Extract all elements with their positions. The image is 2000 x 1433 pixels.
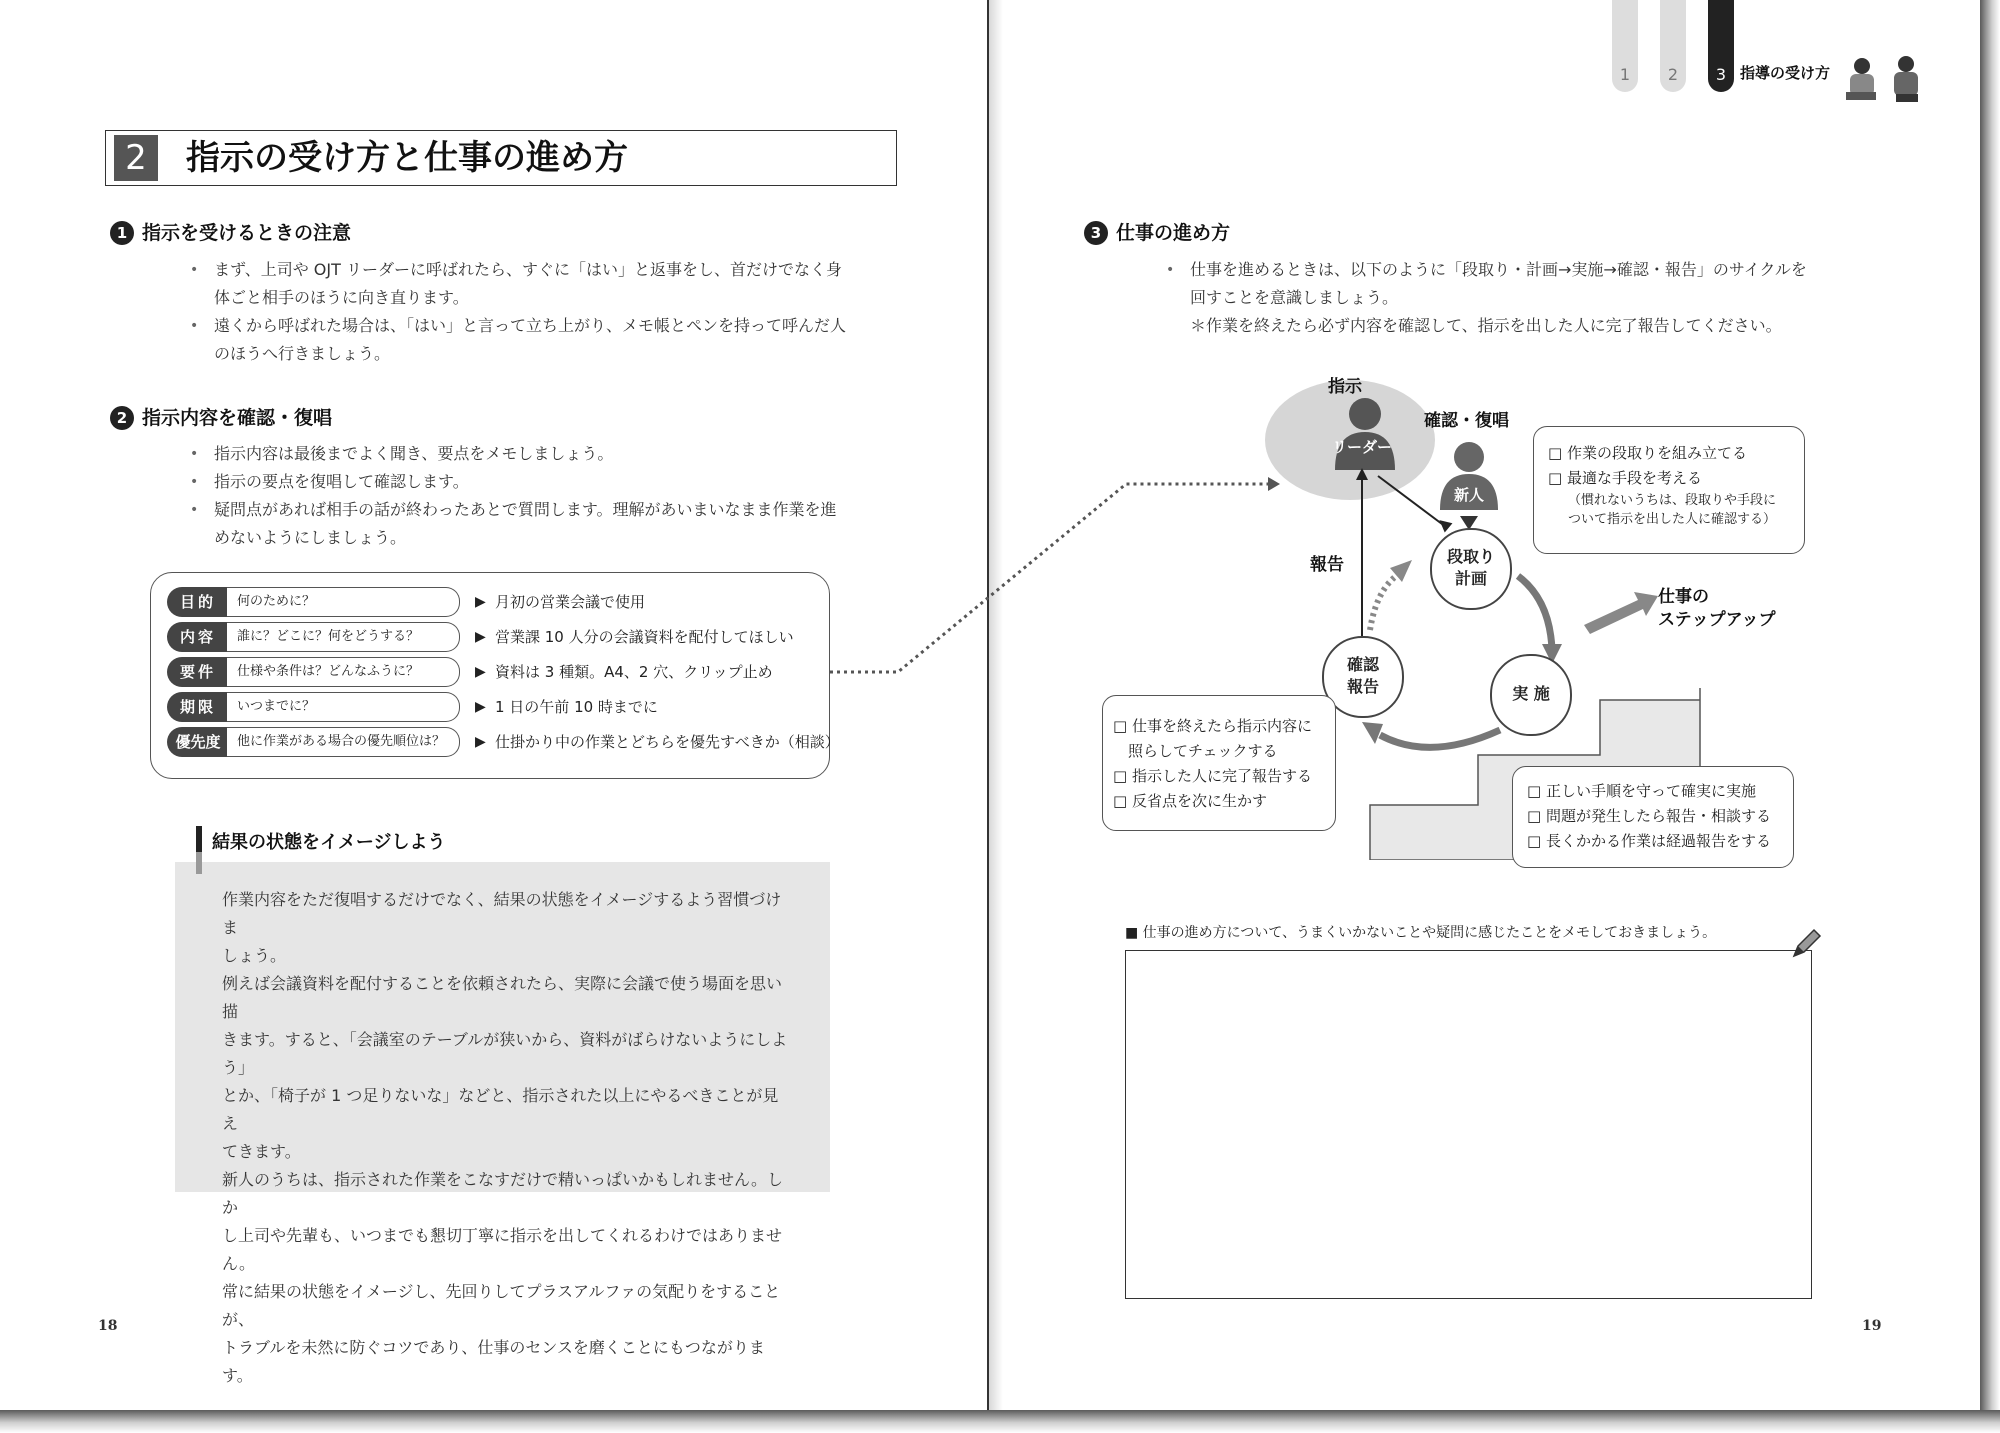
text-line: てきます。: [222, 1142, 301, 1161]
subsection-2-number: 2: [110, 406, 134, 430]
text-line: 遠くから呼ばれた場合は、「はい」と言って立ち上がり、メモ帳とペンを持って呼んだ人: [214, 316, 847, 335]
bullet-dot: •: [190, 502, 199, 518]
sub1-bullet-1: [190, 256, 842, 312]
text-line: ステップアップ: [1658, 610, 1776, 630]
sub2-bullet-1: [190, 440, 614, 468]
subsection-2-heading: [110, 403, 332, 430]
text-line: 新人のうちは、指示された作業をこなすだけで精いっぱいかもしれません。しか: [222, 1170, 783, 1217]
triangle-arrow-icon: ▶: [475, 629, 486, 645]
row-question: 仕様や条件は？どんなふうに？: [227, 657, 460, 687]
gutter-shade: [989, 0, 1003, 1410]
image-box-body: [222, 886, 792, 1390]
section-number: 2: [114, 135, 158, 181]
chapter-tabs: [1612, 0, 1730, 92]
row-question: 何のために？: [227, 587, 460, 617]
row-tag: 内容: [167, 622, 229, 652]
chapter-tab-1[interactable]: 1: [1612, 0, 1638, 92]
node-text: 計画: [1454, 569, 1487, 588]
callout-check: [1102, 695, 1336, 831]
text-line: 仕事を進めるときは、以下のように「段取り・計画→実施→確認・報告」のサイクルを: [1190, 260, 1807, 279]
page-shadow-bottom: [0, 1410, 2000, 1433]
cycle-arc-do-to-check: [1380, 730, 1500, 747]
subsection-1-title: 指示を受けるときの注意: [142, 222, 352, 244]
checkbox-line: □ 仕事を終えたら指示内容に: [1113, 717, 1312, 735]
sub2-bullet-2: [190, 468, 469, 496]
cycle-arc-check-to-plan: [1370, 576, 1396, 630]
text-line: きます。すると、「会議室のテーブルが狭いから、資料がばらけないようにしよう」: [222, 1030, 788, 1077]
image-box-title: 結果の状態をイメージしよう: [212, 832, 446, 853]
callout-do: [1512, 766, 1794, 868]
node-text: 確認: [1346, 655, 1379, 674]
leader-label: リーダー: [1332, 438, 1393, 456]
row-answer: 仕掛かり中の作業とどちらを優先すべきか（相談）: [495, 733, 840, 751]
bullet-dot: •: [190, 262, 199, 278]
row-answer: 資料は 3 種類。A4、2 穴、クリップ止め: [495, 663, 773, 681]
newcomer-label: 新人: [1454, 486, 1485, 504]
bullet-dot: •: [1166, 262, 1175, 278]
memo-label: ■ 仕事の進め方について、うまくいかないことや疑問に感じたことをメモしておきましょう。: [1125, 925, 1717, 941]
chapter-tab-2[interactable]: 2: [1660, 0, 1686, 92]
text-line: 例えば会議資料を配付することを依頼されたら、実際に会議で使う場面を思い描: [222, 974, 783, 1021]
subsection-1-heading: [110, 218, 351, 245]
row-tag: 期限: [167, 692, 229, 722]
checkbox-line: 照らしてチェックする: [1113, 742, 1278, 760]
text-line: 指示内容は最後までよく聞き、要点をメモしましょう。: [214, 444, 614, 463]
checkbox-line: □ 作業の段取りを組み立てる: [1548, 444, 1747, 462]
row-question: 誰に？どこに？何をどうする？: [227, 622, 460, 652]
text-line: 指示の要点を復唱して確認します。: [214, 472, 469, 491]
node-text: 報告: [1346, 677, 1379, 696]
text-line: 常に結果の状態をイメージし、先回りしてプラスアルファの気配りをすることが、: [222, 1282, 781, 1329]
stepup-arrow-icon: [1584, 592, 1658, 634]
pencil-icon: [1790, 928, 1822, 960]
page-shadow-right: [1980, 0, 2000, 1410]
text-line: 仕事の: [1658, 587, 1709, 607]
subsection-1-number: 1: [110, 221, 134, 245]
row-question: いつまでに？: [227, 692, 460, 722]
sub3-bullet: [1166, 256, 1807, 340]
row-tag: 目的: [167, 587, 229, 617]
cycle-arrowhead: [1362, 722, 1383, 744]
checkbox-line: □ 指示した人に完了報告する: [1113, 767, 1312, 785]
text-line: 回すことを意識しましょう。: [1190, 288, 1399, 307]
node-text: 実 施: [1512, 684, 1550, 703]
sub2-bullet-3: [190, 496, 837, 552]
sub1-bullet-2: [190, 312, 847, 368]
triangle-arrow-icon: ▶: [475, 734, 486, 750]
node-text: 段取り: [1446, 547, 1495, 566]
checkbox-line: □ 反省点を次に生かす: [1113, 792, 1267, 810]
text-line: のほうへ行きましょう。: [214, 344, 391, 363]
note-line: ＊作業を終えたら必ず内容を確認して、指示を出した人に完了報告してください。: [1190, 316, 1782, 335]
text-line: 作業内容をただ復唱するだけでなく、結果の状態をイメージするよう習慣づけま: [222, 890, 782, 937]
checkbox-line: □ 最適な手段を考える: [1548, 469, 1702, 487]
text-line: し上司や先輩も、いつまでも懇切丁寧に指示を出してくれるわけではありません。: [222, 1226, 783, 1273]
text-line: まず、上司や OJT リーダーに呼ばれたら、すぐに「はい」と返事をし、首だけでなく身: [214, 260, 842, 279]
text-line: とか、「椅子が 1 つ足りないな」などと、指示された以上にやるべきことが見え: [222, 1086, 779, 1133]
subsection-3-title: 仕事の進め方: [1116, 222, 1231, 244]
triangle-arrow-icon: ▶: [475, 699, 486, 715]
chapter-tab-3[interactable]: 3: [1708, 0, 1734, 92]
stepup-label: [1658, 586, 1775, 632]
cycle-node-do: [1490, 654, 1572, 736]
people-bowing-icon: [1842, 52, 1930, 106]
section-title: 指示の受け方と仕事の進め方: [186, 138, 628, 178]
checkbox-line: □ 長くかかる作業は経過報告をする: [1527, 832, 1771, 850]
subsection-3-number: 3: [1084, 221, 1108, 245]
label-report: 報告: [1310, 555, 1344, 575]
bullet-dot: •: [190, 318, 199, 334]
subsection-2-title: 指示内容を確認・復唱: [142, 407, 333, 429]
leader-head-icon: [1349, 398, 1381, 430]
newcomer-head-icon: [1454, 442, 1484, 472]
instruction-arrow: [1378, 476, 1442, 524]
cycle-node-plan: [1430, 528, 1512, 610]
text-line: 体ごと相手のほうに向き直ります。: [214, 288, 469, 307]
checkbox-line: □ 正しい手順を守って確実に実施: [1527, 782, 1756, 800]
label-confirm-repeat: 確認・復唱: [1424, 411, 1509, 431]
heading-bar-accent: [196, 852, 202, 874]
page-number-left: 18: [98, 1318, 118, 1334]
row-answer: 営業課 10 人分の会議資料を配付してほしい: [495, 628, 794, 646]
row-answer: 1 日の午前 10 時までに: [495, 698, 658, 716]
row-answer: 月初の営業会議で使用: [495, 593, 646, 611]
cycle-arc-plan-to-do: [1518, 576, 1552, 650]
instruction-points-table: [150, 572, 840, 779]
book-gutter: [987, 0, 989, 1410]
row-tag: 優先度: [167, 727, 229, 757]
section-title-box: [105, 130, 897, 186]
chapter-tab-title: 指導の受け方: [1740, 64, 1831, 82]
label-instruction: 指示: [1328, 377, 1362, 397]
bullet-dot: •: [190, 474, 199, 490]
text-line: めないようにしましょう。: [214, 528, 407, 547]
text-line: 疑問点があれば相手の話が終わったあとで質問します。理解があいまいなまま作業を進: [214, 500, 837, 519]
page-number-right: 19: [1862, 1318, 1882, 1334]
bullet-dot: •: [190, 446, 199, 462]
row-question: 他に作業がある場合の優先順位は？: [227, 727, 460, 757]
row-tag: 要件: [167, 657, 229, 687]
text-line: しょう。: [222, 946, 287, 965]
checkbox-note: （慣れないうちは、段取りや手段に: [1568, 493, 1777, 508]
callout-plan: [1533, 426, 1805, 554]
triangle-arrow-icon: ▶: [475, 594, 486, 610]
checkbox-line: □ 問題が発生したら報告・相談する: [1527, 807, 1771, 825]
triangle-arrow-icon: ▶: [475, 664, 486, 680]
memo-area[interactable]: [1125, 950, 1812, 1299]
checkbox-note: ついて指示を出した人に確認する）: [1568, 512, 1777, 527]
text-line: トラブルを未然に防ぐコツであり、仕事のセンスを磨くことにもつながります。: [222, 1338, 765, 1385]
instruction-arrowhead: [1436, 516, 1453, 533]
subsection-3-heading: [1084, 218, 1230, 245]
